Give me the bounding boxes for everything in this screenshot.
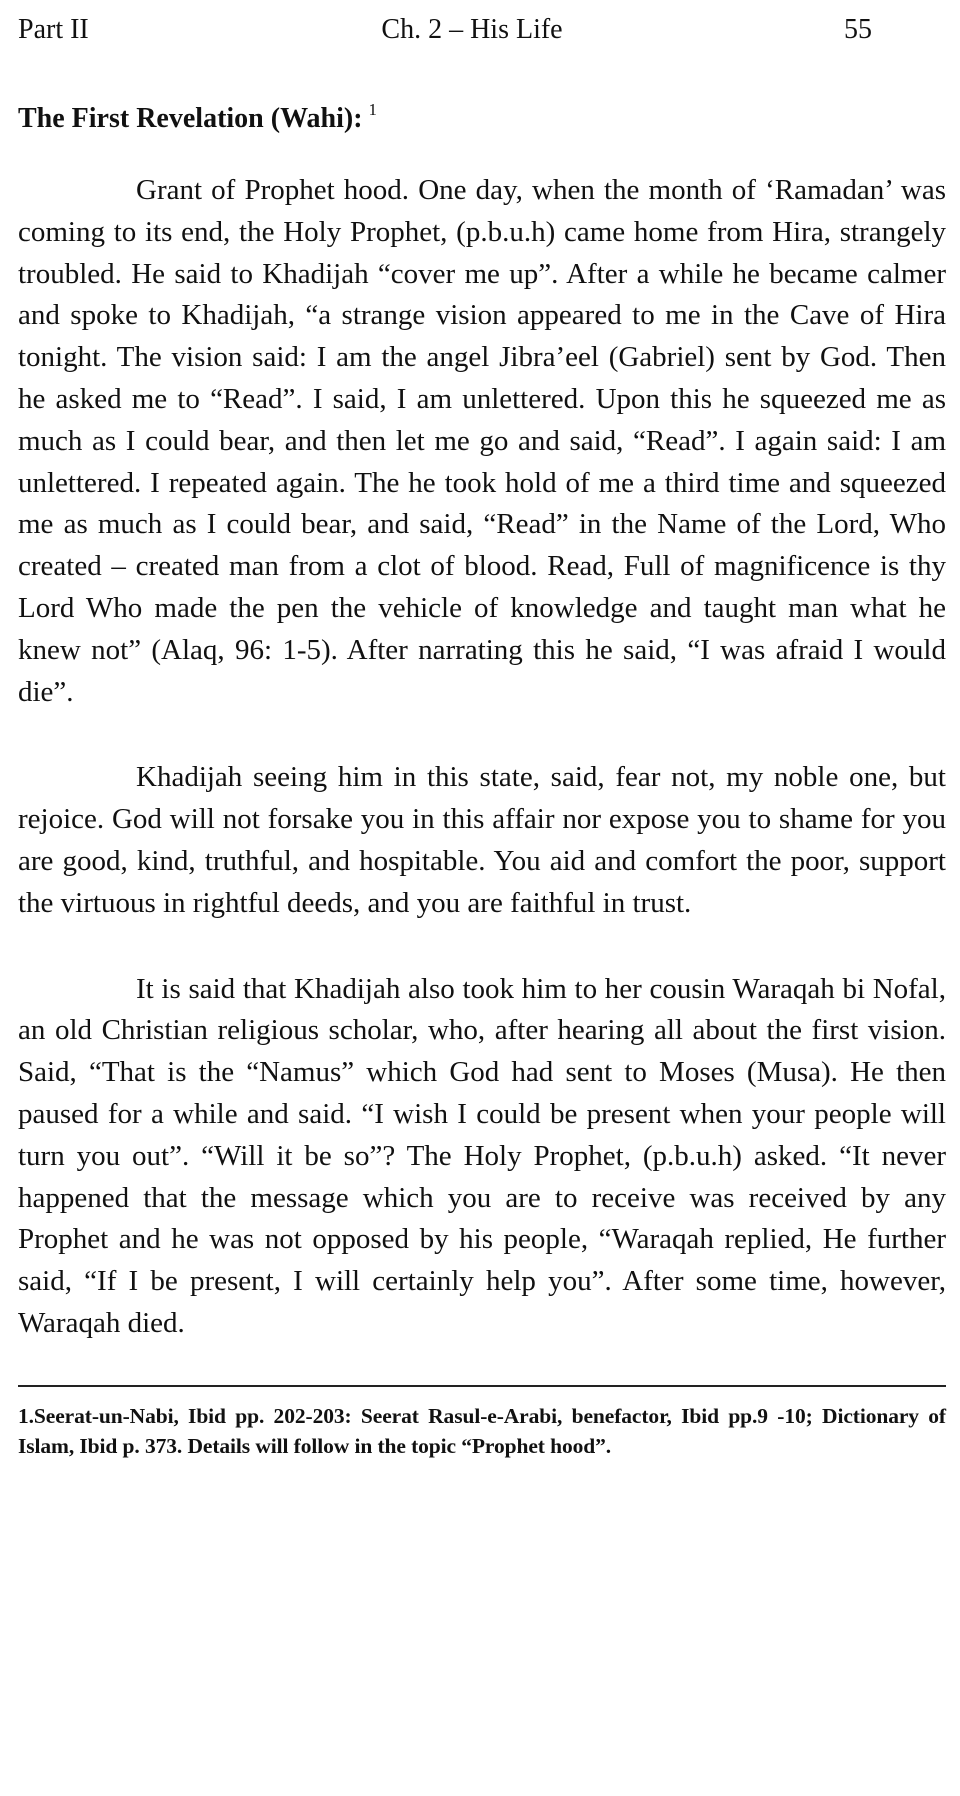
body-text bbox=[18, 170, 946, 1345]
running-header bbox=[18, 0, 946, 64]
header-chapter-title: Ch. 2 – His Life bbox=[381, 14, 563, 45]
paragraph-khadijah-comfort: Khadijah seeing him in this state, said, fear not, my noble one, but rejoice. God will not forsake you in this affair nor expose you to shame for you are good, kind, truthful, and hospitable. You aid and comfort the poor, support the virtuous in rightful deeds, and you are faithful in trust. bbox=[18, 761, 946, 919]
footnote: 1.Seerat-un-Nabi, Ibid pp. 202-203: Seerat Rasul-e-Arabi, benefactor, Ibid pp.9 -10; Dictionary of Islam, Ibid p. 373. Details will follow in the topic “Prophet hood”. bbox=[18, 1403, 946, 1458]
section-heading bbox=[18, 92, 946, 137]
book-page bbox=[18, 0, 946, 1796]
page-number: 55 bbox=[844, 14, 872, 45]
paragraph-first-revelation: Grant of Prophet hood. One day, when the month of ‘Ramadan’ was coming to its end, the Holy Prophet, (p.b.u.h) came home from Hira, strangely troubled. He said to Khadijah “cover me up”. After a while he became calmer and spoke to Khadijah, “a strange vision appeared to me in the Cave of Hira tonight. The vision said: I am the angel Jibra’eel (Gabriel) sent by God. Then he asked me to “Read”. I said, I am unlettered. Upon this he squeezed me as much as I could bear, and then let me go and said, “Read”. I again said: I am unlettered. I repeated again. The he took hold of me a third time and squeezed me as much as I could bear, and said, “Read” in the Name of the Lord, Who created – created man from a clot of blood. Read, Full of magnificence is thy Lord Who made the pen the vehicle of knowledge and taught man what he knew not” (Alaq, 96: 1-5). After narrating this he said, “I was afraid I would die”. bbox=[18, 174, 946, 708]
header-part-label: Part II bbox=[18, 14, 89, 45]
section-title-text: The First Revelation (Wahi): bbox=[18, 103, 363, 134]
footnote-divider bbox=[18, 1385, 946, 1387]
paragraph-waraqah: It is said that Khadijah also took him to her cousin Waraqah bi Nofal, an old Christian religious scholar, who, after hearing all about the first vision. Said, “That is the “Namus” which God had sent to Moses (Musa). He then paused for a while and said. “I wish I could be present when your people will turn you out”. “Will it be so”? The Holy Prophet, (p.b.u.h) asked. “It never happened that the message which you are to receive was received by any Prophet and he was not opposed by his people, “Waraqah replied, He further said, “If I be present, I will certainly help you”. After some time, however, Waraqah died. bbox=[18, 972, 946, 1339]
footnote-reference: 1 bbox=[368, 100, 378, 119]
